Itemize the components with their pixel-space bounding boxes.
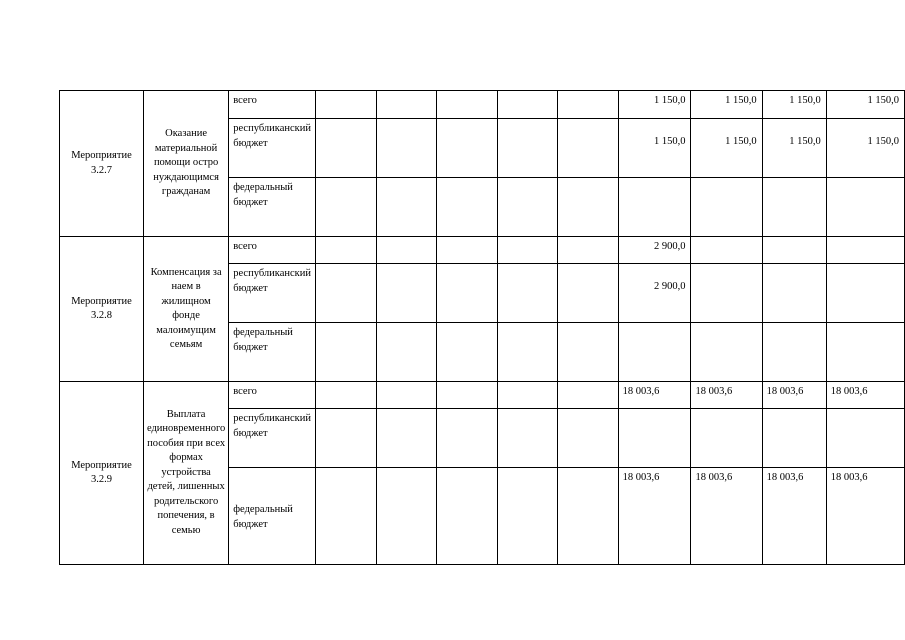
- table-cell: [558, 119, 619, 178]
- table-cell: [376, 119, 437, 178]
- budget-table: [59, 90, 905, 565]
- table-cell: [497, 409, 558, 468]
- funding-source: республиканский бюджет: [229, 409, 316, 468]
- measure-id: Мероприятие 3.2.8: [60, 237, 144, 382]
- table-cell: [437, 91, 498, 119]
- table-cell: 18 003,6: [826, 382, 904, 409]
- table-cell: [315, 409, 376, 468]
- table-cell: [558, 382, 619, 409]
- table-cell: [762, 323, 826, 382]
- table-cell: [558, 91, 619, 119]
- table-cell: [437, 382, 498, 409]
- table-cell: [497, 323, 558, 382]
- table-cell: [691, 237, 762, 264]
- table-cell: [437, 119, 498, 178]
- table-cell: [437, 323, 498, 382]
- table-cell: [315, 382, 376, 409]
- table-cell: 2 900,0: [618, 237, 691, 264]
- table-cell: [691, 264, 762, 323]
- funding-source: республиканский бюджет: [229, 119, 316, 178]
- table-cell: [376, 237, 437, 264]
- table-cell: [497, 178, 558, 237]
- table-cell: [762, 409, 826, 468]
- measure-name: Выплата единовременного пособия при всех формах устройства детей, лишенных родительского попечения, в семью: [143, 382, 228, 565]
- table-cell: [691, 409, 762, 468]
- table-cell: [376, 323, 437, 382]
- table-row: [60, 91, 905, 119]
- table-cell: [558, 264, 619, 323]
- table-cell: 1 150,0: [618, 119, 691, 178]
- table-cell: [618, 323, 691, 382]
- table-cell: [376, 178, 437, 237]
- table-cell: [558, 468, 619, 565]
- funding-source: всего: [229, 382, 316, 409]
- table-cell: [826, 264, 904, 323]
- funding-source: республиканский бюджет: [229, 264, 316, 323]
- table-cell: [315, 264, 376, 323]
- table-cell: [558, 323, 619, 382]
- funding-source: федеральный бюджет: [229, 468, 316, 565]
- table-cell: 1 150,0: [826, 91, 904, 119]
- table-cell: [437, 237, 498, 264]
- table-cell: [497, 264, 558, 323]
- table-row: [60, 382, 905, 409]
- measure-id: Мероприятие 3.2.7: [60, 91, 144, 237]
- table-cell: [315, 91, 376, 119]
- table-cell: [437, 178, 498, 237]
- funding-source: всего: [229, 91, 316, 119]
- table-cell: [762, 264, 826, 323]
- table-cell: 2 900,0: [618, 264, 691, 323]
- table-cell: 18 003,6: [691, 468, 762, 565]
- table-cell: [826, 178, 904, 237]
- measure-name: Оказание материальной помощи остро нуждающимся гражданам: [143, 91, 228, 237]
- funding-source: федеральный бюджет: [229, 178, 316, 237]
- table-cell: [315, 468, 376, 565]
- table-row: [60, 237, 905, 264]
- table-cell: 1 150,0: [691, 119, 762, 178]
- table-cell: [618, 409, 691, 468]
- table-cell: 18 003,6: [826, 468, 904, 565]
- table-cell: [691, 323, 762, 382]
- table-cell: [497, 382, 558, 409]
- table-cell: [315, 237, 376, 264]
- table-cell: 1 150,0: [691, 91, 762, 119]
- funding-source: всего: [229, 237, 316, 264]
- table-cell: 1 150,0: [826, 119, 904, 178]
- table-cell: 18 003,6: [618, 382, 691, 409]
- table-cell: [376, 382, 437, 409]
- table-cell: 1 150,0: [762, 119, 826, 178]
- table-cell: [376, 468, 437, 565]
- measure-id: Мероприятие 3.2.9: [60, 382, 144, 565]
- table-cell: [315, 323, 376, 382]
- table-cell: [315, 119, 376, 178]
- table-cell: [826, 409, 904, 468]
- table-cell: [826, 237, 904, 264]
- table-cell: [376, 409, 437, 468]
- table-cell: [376, 264, 437, 323]
- table-cell: [437, 409, 498, 468]
- measure-name: Компенсация за наем в жилищном фонде малоимущим семьям: [143, 237, 228, 382]
- table-cell: [558, 409, 619, 468]
- table-cell: [558, 237, 619, 264]
- table-cell: [437, 264, 498, 323]
- table-cell: 18 003,6: [762, 468, 826, 565]
- table-cell: [558, 178, 619, 237]
- table-cell: [497, 237, 558, 264]
- table-cell: [315, 178, 376, 237]
- table-cell: [497, 91, 558, 119]
- table-cell: [762, 178, 826, 237]
- funding-source: федеральный бюджет: [229, 323, 316, 382]
- table-cell: [691, 178, 762, 237]
- table-cell: [497, 468, 558, 565]
- table-cell: [376, 91, 437, 119]
- table-cell: 18 003,6: [618, 468, 691, 565]
- table-cell: [497, 119, 558, 178]
- table-cell: [762, 237, 826, 264]
- table-cell: 18 003,6: [762, 382, 826, 409]
- table-cell: [618, 178, 691, 237]
- table-cell: [437, 468, 498, 565]
- table-cell: 18 003,6: [691, 382, 762, 409]
- table-cell: 1 150,0: [618, 91, 691, 119]
- table-cell: 1 150,0: [762, 91, 826, 119]
- table-cell: [826, 323, 904, 382]
